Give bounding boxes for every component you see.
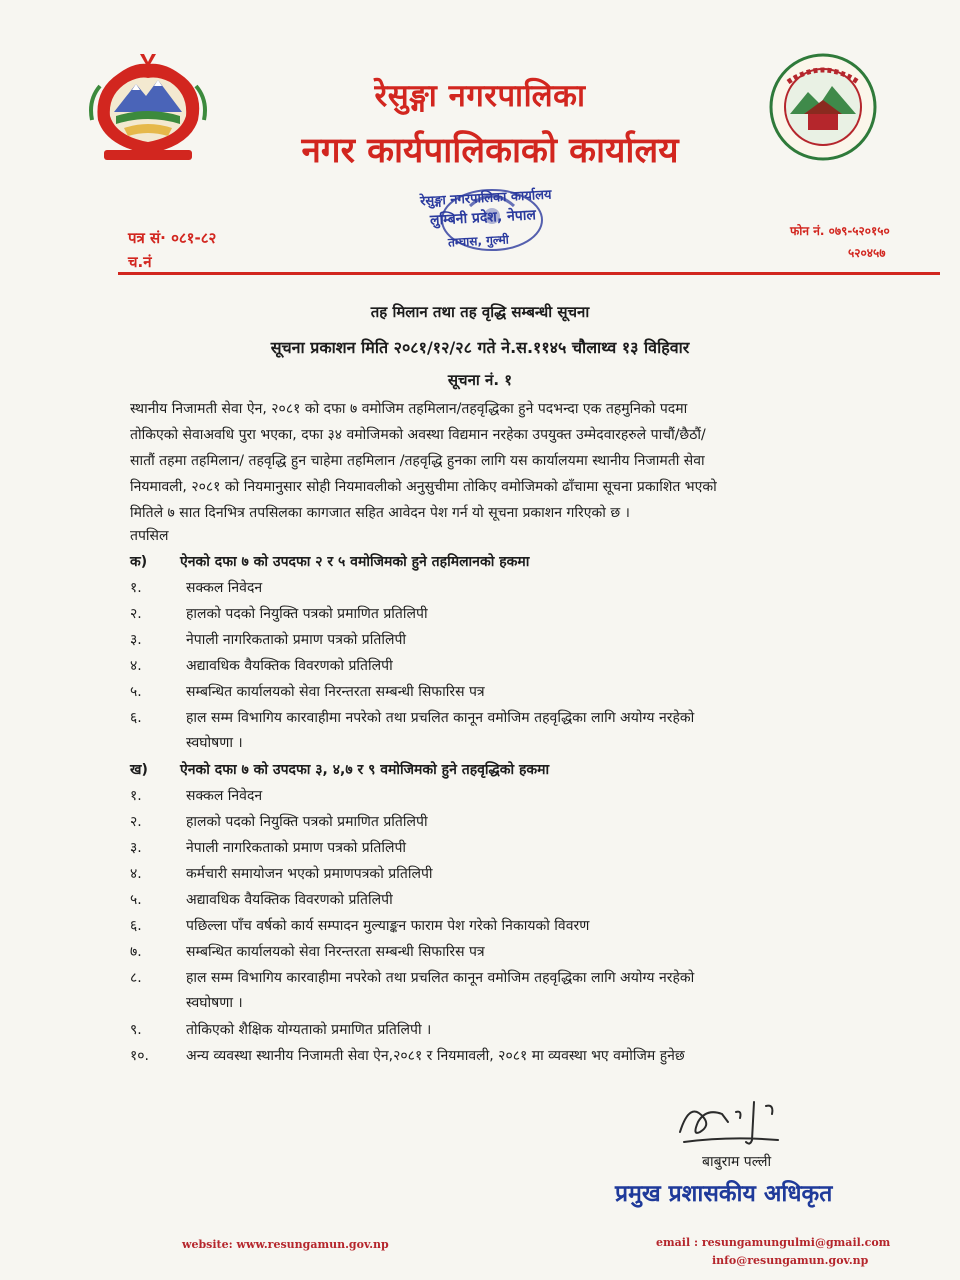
nepal-coat-of-arms-emblem [84,50,212,168]
list-item: १. सक्कल निवेदन [130,580,263,596]
section-b-heading [130,760,549,779]
list-item: ४. कर्मचारी समायोजन भएको प्रमाणपत्रको प्रतिलिपी [130,866,433,882]
list-item: ७. सम्बन्धित कार्यालयको सेवा निरन्तरता सम्बन्धी सिफारिस पत्र [130,944,485,960]
notice-paragraph [130,396,875,526]
list-item: ८. हाल सम्म विभागिय कारवाहीमा नपरेको तथा प्रचलित कानून वमोजिम तहवृद्धिका लागि अयोग्य नरहेको स्वघोषणा । [130,970,695,1011]
handwritten-signature [670,1092,790,1148]
website-footer [182,1238,389,1251]
list-item: ६. हाल सम्म विभागिय कारवाहीमा नपरेको तथा प्रचलित कानून वमोजिम तहवृद्धिका लागि अयोग्य नरहेको स्वघोषणा । [130,710,695,751]
email-label: email : [656,1236,699,1249]
list-item: १. सक्कल निवेदन [130,788,263,804]
schedule-heading: तपसिल [130,528,169,544]
paragraph-line: मितिले ७ सात दिनभित्र तपसिलका कागजात सहित आवेदन पेश गर्न यो सूचना प्रकाशन गरिएको छ । [130,505,630,521]
paragraph-line: नियमावली, २०८१ को नियमानुसार सोही नियमावलीको अनुसुचीमा तोकिए वमोजिमको ढाँचामा सूचना प्रकाशित भएको [130,479,717,495]
municipality-seal-emblem [768,52,878,162]
signatory-name: बाबुराम पल्ली [702,1154,772,1170]
notice-title: तह मिलान तथा तह वृद्धि सम्बन्धी सूचना [370,303,590,321]
section-a-heading [130,552,529,571]
reference-number: पत्र सं· ०८१-८२ [128,229,217,247]
municipality-name: रेसुङ्गा नगरपालिका [374,78,586,114]
stamp-text-2: तम्घास, गुल्मी [447,232,510,250]
list-item: २. हालको पदको नियुक्ति पत्रको प्रमाणित प्रतिलिपी [130,606,428,622]
stamp-text-1: रेसुङ्गा नगरपालिका कार्यालय [419,187,552,210]
list-item: ६. पछिल्ला पाँच वर्षको कार्य सम्पादन मुल्याङ्कन फाराम पेश गरेको निकायको विवरण [130,918,590,934]
header-divider [118,272,940,275]
list-item: ४. अद्यावधिक वैयक्तिक विवरणको प्रतिलिपी [130,658,393,674]
list-item: १०. अन्य व्यवस्था स्थानीय निजामती सेवा ऐन,२०८१ र नियमावली, २०८१ मा व्यवस्था भए वमोजिम हुनेछ [130,1048,685,1064]
paragraph-line: स्थानीय निजामती सेवा ऐन, २०८१ को दफा ७ वमोजिम तहमिलान/तहवृद्धिका हुने पदभन्दा एक तहमुनिको पदमा [130,401,688,417]
list-item: ५. सम्बन्धित कार्यालयको सेवा निरन्तरता सम्बन्धी सिफारिस पत्र [130,684,485,700]
stamp-text-3: लुम्बिनी प्रदेश, नेपाल [429,207,537,229]
email-link-2[interactable]: info@resungamun.gov.np [712,1254,869,1267]
notice-publication-date: सूचना प्रकाशन मिति २०८१/१२/२८ गते ने.स.११४५ चौलाथ्व १३ विहिवार [270,338,690,357]
website-link[interactable]: www.resungamun.gov.np [236,1238,389,1251]
list-item: ३. नेपाली नागरिकताको प्रमाण पत्रको प्रतिलिपी [130,632,407,648]
list-item: ९. तोकिएको शैक्षिक योग्यताको प्रमाणित प्रतिलिपी । [130,1022,432,1038]
paragraph-line: तोकिएको सेवाअवधि पुरा भएका, दफा ३४ वमोजिमको अवस्था विद्यमान नरहेका उपयुक्त उम्मेदवारहरुले पाचौं/छैठौं/ [130,427,706,443]
website-label: website: [182,1238,233,1251]
section-a-label: क) [130,554,148,570]
office-name: नगर कार्यपालिकाको कार्यालय [301,131,679,171]
signatory-designation: प्रमुख प्रशासकीय अधिकृत [615,1181,833,1207]
section-b-label: ख) [130,762,148,778]
email-footer [656,1236,890,1249]
section-a-title: ऐनको दफा ७ को उपदफा २ र ५ वमोजिमको हुने तहमिलानको हकमा [180,554,530,570]
section-b-title: ऐनको दफा ७ को उपदफा ३, ४,७ र ९ वमोजिमको हुने तहवृद्धिको हकमा [180,762,550,778]
notice-number: सूचना नं. १ [447,371,513,389]
list-item: ५. अद्यावधिक वैयक्तिक विवरणको प्रतिलिपी [130,892,393,908]
phone-number-1: फोन नं. ०७९-५२०१५० [790,224,890,238]
email-link-1[interactable]: resungamungulmi@gmail.com [701,1236,891,1249]
paragraph-line: सातौं तहमा तहमिलान/ तहवृद्धि हुन चाहेमा तहमिलान /तहवृद्धि हुनका लागि यस कार्यालयमा स्थानीय निजामती सेवा [130,453,705,469]
dispatch-number: च.नं [128,253,152,271]
list-item: ३. नेपाली नागरिकताको प्रमाण पत्रको प्रतिलिपी [130,840,407,856]
phone-number-2: ५२०४५७ [848,246,886,260]
list-item: २. हालको पदको नियुक्ति पत्रको प्रमाणित प्रतिलिपी [130,814,428,830]
